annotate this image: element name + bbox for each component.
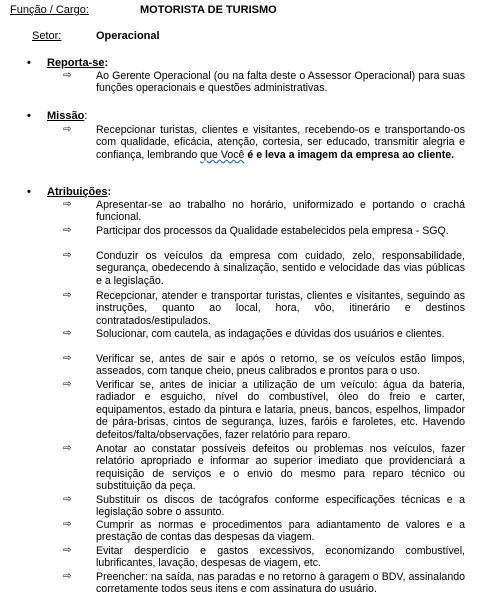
arrow-right-icon: ⇨: [63, 124, 72, 135]
sector-value: Operacional: [96, 30, 160, 42]
job-title-line: [10, 4, 490, 18]
arrow-right-icon: ⇨: [63, 443, 72, 454]
arrow-right-icon: ⇨: [63, 199, 72, 210]
section-reporta-title: • Reporta-se:: [27, 57, 109, 69]
arrow-right-icon: ⇨: [63, 571, 72, 582]
arrow-right-icon: ⇨: [63, 353, 72, 364]
arrow-right-icon: ⇨: [63, 494, 72, 505]
arrow-right-icon: ⇨: [63, 250, 72, 261]
arrow-right-icon: ⇨: [63, 328, 72, 339]
spellcheck-mark: que Você: [200, 148, 245, 161]
sector-label: Setor:: [32, 30, 62, 42]
arrow-right-icon: ⇨: [63, 70, 72, 81]
missao-item-text: Recepcionar turistas, clientes e visitantes, recebendo-os e transportando-os com qualidade, eficácia, atenção, cortesia, ser educado, transmitir alegria e confiança, lembrando que Você é e leva a imagem da empresa ao cliente.: [96, 124, 465, 161]
bullet-icon: •: [27, 186, 31, 198]
section-atribuicoes-name: Atribuições: [47, 186, 108, 198]
section-reporta-name: Reporta-se: [47, 57, 105, 69]
section-missao-name: Missão: [47, 110, 85, 122]
job-title-label: Função / Cargo:: [10, 4, 89, 16]
section-missao-title: • Missão:: [27, 110, 88, 122]
bullet-icon: •: [27, 110, 31, 122]
arrow-right-icon: ⇨: [63, 519, 72, 530]
arrow-right-icon: ⇨: [63, 545, 72, 556]
section-atribuicoes-title: • Atribuições:: [27, 186, 112, 198]
job-title-value: MOTORISTA DE TURISMO: [140, 4, 277, 16]
bullet-icon: •: [27, 57, 31, 69]
document-page: Função / Cargo: MOTORISTA DE TURISMO Setor: Operacional • Reporta-se: ⇨ Ao Gerente Operacional (ou na falta deste o Assessor Operacional) para suas funções operacionais e questões administrativas. • Missão: ⇨ Recepcionar turistas, clientes e visitantes, recebendo-os e transportando-os com qualidade, eficácia, atenção, cortesia, ser educado, transmitir alegria e confiança, lembrando que Você é e leva a imagem da empresa ao cliente. • Atribuições: ⇨ Apresentar-se ao trabalho no horário, uniformizado e portando o crachá funcional. ⇨ Participar dos processos da Qualidade estabelecidos pela empresa - SGQ. ⇨ Conduzir os veículos da empresa com cuidado, zelo, responsabilidade, segurança, obedecendo à sinalização, sentido e velocidade das vias públicas e a legislação. ⇨ Recepcionar, atender e transportar turistas, clientes e visitantes, seguindo as instruções, quanto ao local, hora, vôo, itinerário e destinos contratados/estipulados. ⇨ Solucionar, com cautela, as indagações e dúvidas dos usuários e clientes. ⇨ Verificar se, antes de sair e após o retorno, se os veículos estão limpos, asseados, com tanque cheio, pneus calibrados e prontos para o uso. ⇨ Verificar se, antes de iniciar a utilização de um veículo: água da bateria, radiador e esguicho, nível do combustível, óleo do freio e carter, equipamentos, estado da pintura e lataria, pneus, bancos, espelhos, limpador de pára-brisas, cintos de segurança, luzes, faróis e faroletes, etc. Havendo defeitos/falta/observações, fazer relatório para reparo. ⇨ Anotar ao constatar possíveis defeitos ou problemas nos veículos, fazer relatório apropriado e informar ao superior imediato que providenciará a requisição de serviços e o envio do mesmo para reparo técnico ou substituição da peça. ⇨ Substituir os discos de tacógrafos conforme especificações técnicas e a legislação sobre o assunto. ⇨ Cumprir as normas e procedimentos para adiantamento de valores e a prestação de contas das despesas da viagem. ⇨ Evitar desperdício e gastos excessivos, economizando combustível, lubrificantes, lavação, despesas de viagem, etc. ⇨ Preencher: na saída, nas paradas e no retorno à garagem o BDV, assinalando corretamente todos seus itens e com assinatura do usuário.: [0, 0, 500, 600]
arrow-right-icon: ⇨: [63, 290, 72, 301]
arrow-right-icon: ⇨: [63, 225, 72, 236]
arrow-right-icon: ⇨: [63, 379, 72, 390]
reporta-item-text: Ao Gerente Operacional (ou na falta deste o Assessor Operacional) para suas funções operacionais e questões administrativas.: [96, 70, 465, 95]
